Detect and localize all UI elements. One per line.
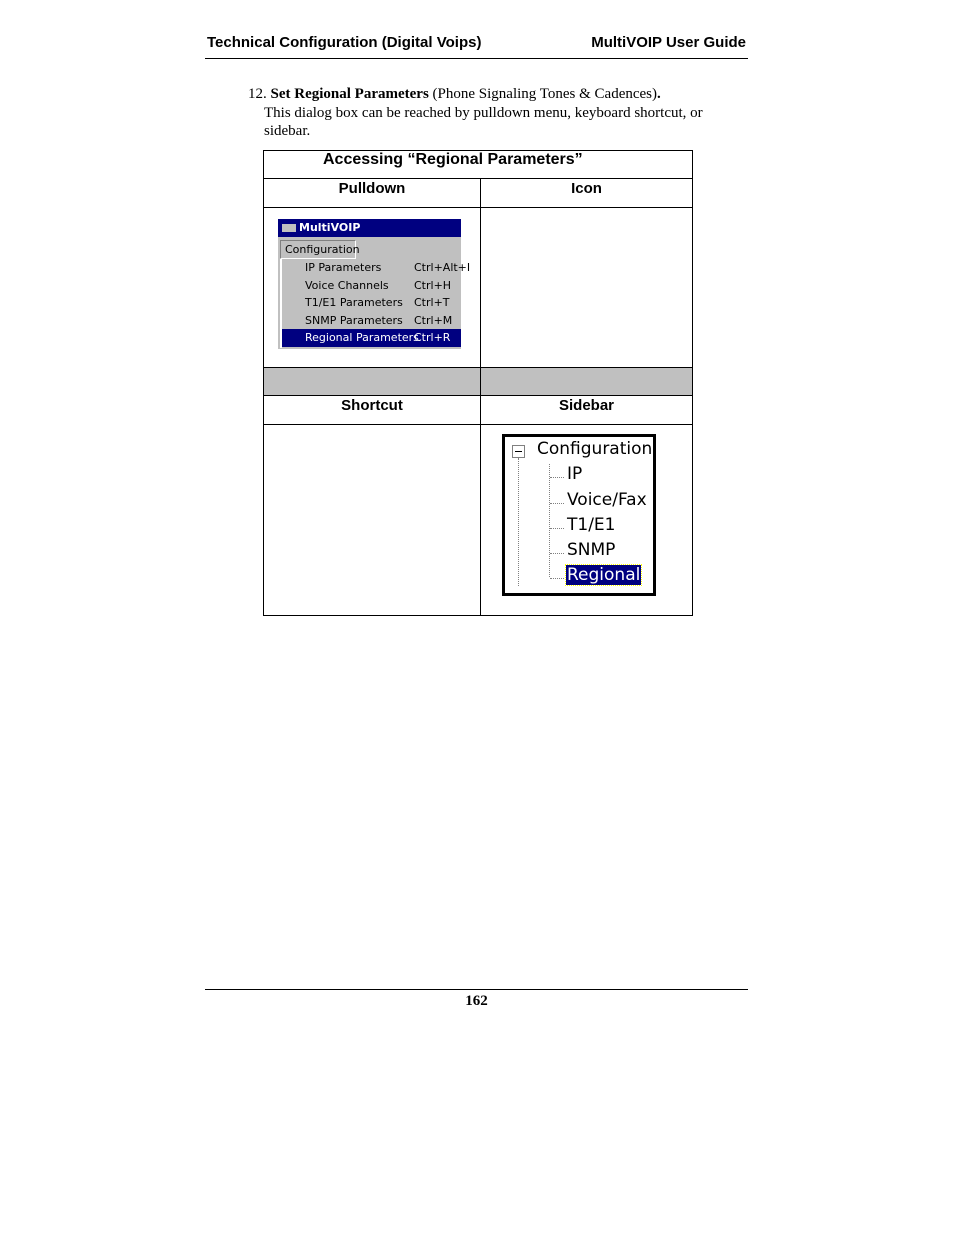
pulldown-cell — [264, 208, 481, 368]
menu-item-label: SNMP Parameters — [305, 313, 403, 327]
pulldown-header — [264, 179, 481, 208]
multivoip-logo-icon — [282, 224, 296, 232]
page-number: 162 — [465, 993, 488, 1009]
gray-spacer-left — [264, 368, 481, 396]
step-number: 12. — [248, 86, 267, 102]
tree-guide-line — [549, 464, 550, 577]
app-title: MultiVOIP — [299, 221, 361, 234]
tree-node-ip[interactable]: IP — [567, 464, 583, 484]
pulldown-header-label: Pulldown — [338, 180, 406, 197]
sidebar-header-label: Sidebar — [558, 397, 615, 414]
gray-spacer-right — [481, 368, 693, 396]
sidebar-cell — [481, 425, 693, 616]
step-description-line-1: This dialog box can be reached by pulldown menu, keyboard shortcut, or — [264, 104, 703, 121]
configuration-menu-label: Configuration — [285, 243, 360, 256]
menu-item-voice-channels[interactable] — [282, 277, 461, 295]
header-section-title: Technical Configuration (Digital Voips) — [207, 34, 482, 51]
page-footer — [205, 989, 748, 1010]
menu-item-regional-parameters[interactable] — [282, 329, 461, 347]
access-table — [263, 150, 693, 616]
menu-item-shortcut: Ctrl+T — [414, 296, 450, 310]
tree-connector — [550, 553, 564, 554]
tree-connector — [550, 578, 564, 579]
step-description-line-2: sidebar. — [264, 123, 311, 139]
icon-header-label: Icon — [571, 180, 602, 197]
icon-cell — [481, 208, 693, 368]
sidebar-tree-screenshot — [502, 434, 656, 596]
shortcut-header — [264, 396, 481, 425]
step-end-mark: . — [657, 86, 661, 102]
configuration-menu[interactable] — [280, 240, 360, 259]
tree-connector — [550, 477, 564, 478]
menu-item-ip-parameters[interactable] — [282, 259, 471, 277]
menu-item-label: Voice Channels — [305, 278, 389, 292]
table-title-cell — [264, 151, 693, 179]
step-paragraph — [248, 85, 748, 141]
tree-node-t1e1[interactable]: T1/E1 — [567, 515, 616, 535]
icon-header — [481, 179, 693, 208]
menu-item-shortcut: Ctrl+H — [414, 278, 452, 292]
menu-item-label: IP Parameters — [305, 261, 382, 274]
menu-item-t1e1-parameters[interactable] — [282, 294, 461, 312]
shortcut-header-label: Shortcut — [341, 397, 403, 414]
tree-connector — [550, 503, 564, 504]
tree-node-regional[interactable]: Regional — [567, 565, 641, 585]
tree-node-configuration[interactable]: Configuration — [537, 439, 653, 459]
step-title: Set Regional Parameters — [270, 86, 429, 102]
table-title: Accessing “Regional Parameters” — [323, 151, 583, 168]
header-guide-title: MultiVOIP User Guide — [591, 34, 746, 51]
menu-item-label: T1/E1 Parameters — [305, 296, 403, 310]
page-header — [205, 32, 748, 59]
collapse-minus-icon[interactable] — [512, 445, 525, 458]
menu-item-shortcut: Ctrl+R — [414, 331, 451, 345]
pulldown-menu-screenshot — [278, 219, 471, 349]
step-subtitle: (Phone Signaling Tones & Cadences) — [432, 86, 658, 102]
sidebar-header — [481, 396, 693, 425]
tree-connector — [550, 528, 564, 529]
shortcut-cell — [264, 425, 481, 616]
tree-node-voice-fax[interactable]: Voice/Fax — [567, 490, 647, 510]
menu-item-snmp-parameters[interactable] — [282, 312, 461, 330]
menu-item-shortcut: Ctrl+Alt+I — [414, 261, 471, 274]
tree-guide-line — [518, 458, 519, 586]
tree-node-snmp[interactable]: SNMP — [567, 540, 616, 560]
configuration-dropdown — [280, 259, 471, 348]
menu-item-shortcut: Ctrl+M — [414, 313, 453, 327]
menu-item-label: Regional Parameters — [305, 331, 419, 345]
app-titlebar — [278, 219, 461, 237]
